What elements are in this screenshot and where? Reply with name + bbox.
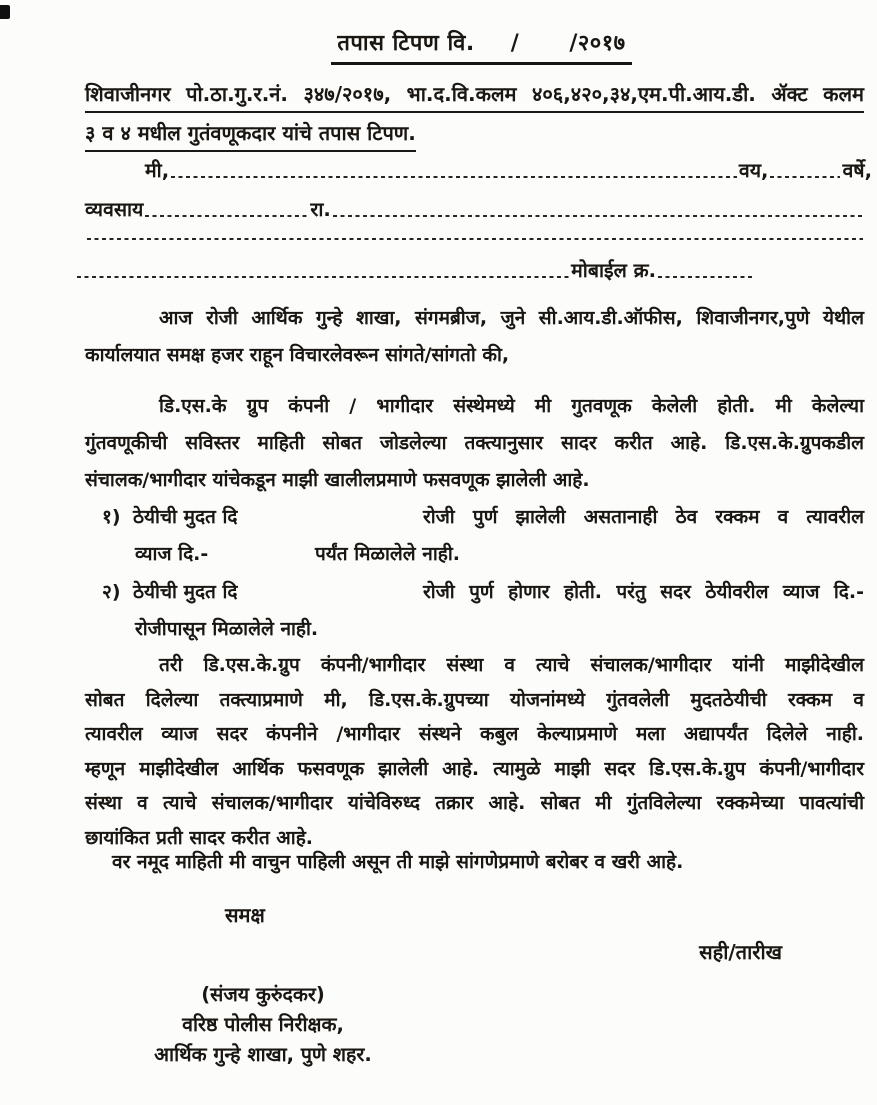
item-text: पर्यंत मिळालेले नाही.: [315, 543, 460, 565]
paragraph-complaint: [85, 648, 864, 855]
title-date-slash: /: [510, 31, 520, 56]
paragraph-line: तरी डि.एस.के.ग्रुप कंपनी/भागीदार संस्था व त्याचे संचालक/भागीदार यांनी माझीदेखील: [159, 654, 864, 676]
paragraph-line: म्हणून माझीदेखील आर्थिक फसवणूक झालेली आहे. त्यामुळे माझी सदर डि.एस.के.ग्रुप कंपनी/भागीदार: [85, 757, 864, 780]
paragraph-line: कार्यालयात समक्ष हजर राहून विचारलेवरून सांगते/सांगतो की,: [85, 344, 510, 366]
officer-signature-block: [138, 980, 388, 1070]
residence-blank-line: [333, 215, 862, 218]
scan-artifact-mark: [0, 5, 10, 19]
mobile-blank-line: [658, 276, 755, 279]
name-label: मी,: [145, 159, 170, 182]
paragraph-line: संचालक/भागीदार यांचेकडून माझी खालीलप्रमाणे फसवणूक झालेली आहे.: [85, 469, 590, 491]
officer-rank: वरिष्ठ पोलीस निरीक्षक,: [182, 1013, 344, 1036]
verification-statement: वर नमूद माहिती मी वाचुन पाहिली असून ती माझे सांगणेप्रमाणे बरोबर व खरी आहे.: [112, 851, 684, 873]
form-row-occupation-residence: [85, 197, 864, 223]
witness-label: समक्ष: [225, 903, 265, 927]
subject-heading: [85, 80, 864, 152]
officer-unit: आर्थिक गुन्हे शाखा, पुणे शहर.: [154, 1043, 372, 1066]
residence-label: रा.: [310, 198, 331, 221]
subject-line-1: शिवाजीनगर पो.ठा.गु.र.नं. ३४७/२०१७, भा.द.वि.कलम ४०६,४२०,३४,एम.पी.आय.डी. ॲक्ट कलम: [85, 80, 864, 113]
paragraph-line: सोबत दिलेल्या तक्त्याप्रमाणे मी, डि.एस.के.ग्रुपच्या योजनांमध्ये गुंतवलेली मुदतठेयीची रक्कम व: [85, 688, 864, 711]
form-row-name-age: [85, 158, 872, 184]
paragraph-line: गुंतवणूकीची सविस्तर माहिती सोबत जोडलेल्या तक्त्यानुसार सादर करीत आहे. डि.एस.के.ग्रुपकडील: [85, 432, 864, 454]
pre-mobile-blank-line: [77, 276, 569, 279]
deposit-item-2-line-2: [85, 614, 864, 644]
paragraph-investment-details: [85, 388, 864, 499]
item-text: रोजी पुर्ण होणार होती. परंतु सदर ठेयीवरील व्याज दि.-: [423, 581, 864, 603]
subject-line-2: ३ व ४ मधील गुतंवणूकदार यांचे तपास टिपण.: [85, 119, 416, 152]
paragraph-line: डि.एस.के ग्रुप कंपनी / भागीदार संस्थेमध्ये मी गुतवणूक केलेली होती. मी केलेल्या: [159, 395, 864, 417]
document-title: [331, 27, 631, 65]
subject-line-2-row: [85, 119, 864, 152]
occupation-blank-line: [145, 215, 308, 218]
item-deposit-term-label: ठेयीची मुदत दि: [133, 581, 238, 603]
form-row-address-continuation: [85, 230, 865, 246]
officer-name: (संजय कुरुंदकर): [201, 983, 325, 1006]
paragraph-appearance-statement: [85, 300, 864, 374]
document-title-row: [0, 27, 877, 65]
item-number: २): [102, 581, 121, 603]
item-interest-date-label: व्याज दि.-: [135, 543, 209, 565]
title-date-year: /२०१७: [569, 31, 626, 56]
deposit-item-1-line-2: [85, 539, 864, 569]
age-label: वय,: [738, 159, 769, 182]
paragraph-line: त्यावरील व्याज सदर कंपनीने /भागीदार संस्थने कबुल केल्याप्रमाणे मला अद्यापर्यंत दिलेले नाही.: [85, 723, 864, 745]
item-text: रोजीपासून मिळालेले नाही.: [135, 618, 319, 640]
item-deposit-term-label: ठेयीची मुदत दि: [133, 506, 238, 528]
item-text: रोजी पुर्ण झालेली असतानाही ठेव रक्कम व त्यावरील: [423, 506, 864, 528]
paragraph-line: संस्था व त्याचे संचालक/भागीदार यांचेविरुध्द तक्रार आहे. सोबत मी गुंतविलेल्या रक्कमेच्या पावत्यांची: [85, 792, 864, 814]
item-number: १): [102, 506, 121, 528]
age-blank-line: [770, 176, 840, 179]
address-blank-line: [87, 238, 863, 241]
mobile-label: मोबाईल क्र.: [571, 259, 656, 282]
deposit-item-1-line-1: [85, 502, 864, 532]
title-text: तपास टिपण वि.: [337, 31, 475, 56]
name-blank-line: [171, 176, 737, 179]
paragraph-line: छायांकित प्रती सादर करीत आहे.: [85, 826, 314, 849]
paragraph-line: आज रोजी आर्थिक गुन्हे शाखा, संगमब्रीज, जुने सी.आय.डी.ऑफीस, शिवाजीनगर,पुणे येथील: [159, 307, 864, 329]
occupation-label: व्यवसाय: [85, 198, 144, 221]
deposit-item-2-line-1: [85, 577, 864, 607]
signature-date-label: सही/तारीख: [699, 940, 782, 964]
form-row-mobile: [75, 258, 757, 284]
years-label: वर्षे,: [842, 159, 872, 182]
